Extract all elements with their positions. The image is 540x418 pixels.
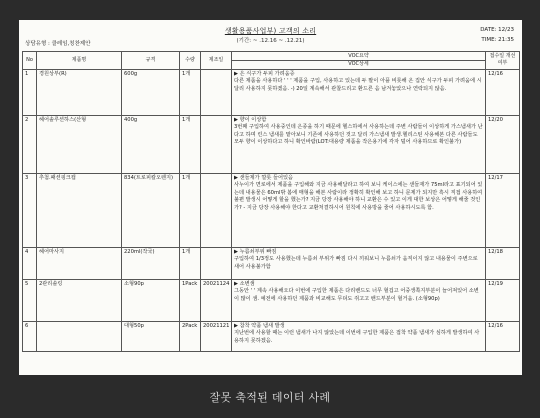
cell-received: 12/20 (486, 115, 520, 173)
document-period: (기간: ~ .12.16 ~ .12.21) (236, 38, 305, 44)
scanned-document (19, 20, 522, 375)
document-title: 생활용품사업부) 고객의 소리 (224, 27, 317, 35)
cell-received: 12/16 (486, 69, 520, 115)
cell-voc (232, 279, 486, 321)
cell-no: 5 (23, 279, 37, 321)
cell-voc (232, 247, 486, 279)
header-qty: 수량 (180, 52, 201, 70)
cell-mfg (201, 69, 232, 115)
image-caption: 잘못 축적된 데이터 사례 (209, 391, 331, 404)
print-date: DATE: 12/23 (480, 27, 514, 33)
table-row (23, 321, 520, 351)
consult-type-label: 상담유형 : 클레임,칭찬제안 (25, 41, 91, 47)
cell-qty: 1개 (180, 247, 201, 279)
cell-product: 헤어마사지 (37, 247, 122, 279)
table-row (23, 247, 520, 279)
cell-voc (232, 173, 486, 247)
cell-spec: 대형50p (122, 321, 180, 351)
voc-summary: ▶ 소변샘 (234, 280, 255, 287)
cell-no: 4 (23, 247, 37, 279)
cell-received: 12/17 (486, 173, 520, 247)
cell-spec: 600g (122, 69, 180, 115)
cell-qty: 1개 (180, 115, 201, 173)
table-row (23, 173, 520, 247)
cell-received: 12/18 (486, 247, 520, 279)
voc-summary: ▶ 참착 약품 냄새 발생 (234, 322, 285, 329)
cell-spec: 400g (122, 115, 180, 173)
table-row (23, 279, 520, 321)
table-row (23, 115, 520, 173)
cell-spec: 소형90p (122, 279, 180, 321)
header-spec: 규격 (122, 52, 180, 70)
cell-mfg (201, 247, 232, 279)
cell-spec: 220ml(작국) (122, 247, 180, 279)
cell-qty: 2Pack (180, 321, 201, 351)
voc-detail: 다른 제품을 사용하다 ' ' ' 제품을 구입, 사용하고 있는데 두 팔이 아플 비롯해 온 집안 식구가 두피 가려움에 시달리 사용하지 못하겠음. -) 20일 계속해서 관찰드리고 환드른 음 남겨놓았으나 연락되지 않음. (234, 78, 482, 92)
header-no: No (23, 52, 37, 70)
header-voc (232, 52, 486, 70)
voc-detail: 사누이가 면로에서 제품을 구입해와 지금 사용해달라고 하여 보니 케이스에는 샌들재가 75ml라고 표기되어 있는데 내용물은 60ml밖 봄에 매형을 해본 사람이라 정확히 확인해 보고 하니 문제가 되지만 흑시 직접 사용하여 불편 발생시 어떻게 할을 했는가? 지금 당장 사용해야 하니 교환은 수 있고 이게 대한 보상은 어떻게 해줄 것인가? - 지금 당장 사용해야 한다고 교환처결하시어 원칙에 사용방을 줄어 사용하시도록 함. (234, 182, 483, 211)
cell-received: 12/16 (486, 321, 520, 351)
table-row (23, 69, 520, 115)
cell-product (37, 321, 122, 351)
voc-summary: ▶ 향이 이상함 (234, 116, 267, 123)
cell-voc (232, 115, 486, 173)
cell-qty: 1개 (180, 69, 201, 115)
voc-summary: ▶ 은 식구가 두피 가려움증 (234, 70, 295, 77)
cell-product: 2관리솔링 (37, 279, 122, 321)
header-received: 접수일 개선여부 (486, 52, 520, 70)
voc-summary: ▶ 샌들제가 깔롯 들어있음 (234, 174, 294, 181)
header-product: 제품명 (37, 52, 122, 70)
cell-mfg (201, 115, 232, 173)
cell-voc (232, 321, 486, 351)
voc-summary: ▶ 누름쇠부위 빠짐 (234, 248, 277, 255)
cell-qty: 1Pack (180, 279, 201, 321)
cell-product: 추첨.패션핑크캡 (37, 173, 122, 247)
voc-detail: 3번째 구입하여 사용중인데 은종을 하기 때문에 헬스하에서 사용하는데 주변 사람들이 이상하게 가스냄새가 난다고 하며 린스 냄새를 맡아보니 기존에 사용하던 것고 달리 가스냄새 발생.헬리스틴 사용해본 다른 사람들도 모두 향이 이상하다고 하니 확인바람(LOT:대용량 제품을 작은용기에 각자 덜어 사용하므로 확인불가) (234, 124, 483, 146)
cell-product: 경원상부(R) (37, 69, 122, 115)
table-header-row (23, 52, 520, 70)
cell-no: 2 (23, 115, 37, 173)
cell-spec: 834(트로피칼오렌지) (122, 173, 180, 247)
cell-received: 12/19 (486, 279, 520, 321)
cell-no: 3 (23, 173, 37, 247)
cell-no: 1 (23, 69, 37, 115)
header-voc-title: VOC요약 (232, 53, 485, 61)
voc-detail: 그동안 ' ' 계속 사용해오다 이번에 구입한 제품은 다리밴드도 너무 헐겁고 어중생쪽지부분이 늘어져있어 소변이 많이 샘. 예전에 사용하던 제품과 비교해도 무뎌도 쥐고고 밴드부분이 헐거움. (소형90p) (234, 288, 479, 302)
cell-mfg: 20021124 (201, 279, 232, 321)
header-voc-detail: VOC상세 (348, 60, 369, 67)
voc-detail: 구입하여 1/3정도 사용했는데 누름쇠 부위가 빠짐 다시 끼워보니 누름쇠가 움직이지 않고 내용물이 주변으로 새어 사용불가함 (234, 256, 478, 270)
cell-mfg (201, 173, 232, 247)
voc-table (22, 51, 520, 352)
print-time: TIME: 21:35 (481, 37, 514, 43)
cell-voc (232, 69, 486, 115)
cell-product: 헤어솔루션하스(산형 (37, 115, 122, 173)
header-mfg: 제조일 (201, 52, 232, 70)
cell-qty: 1개 (180, 173, 201, 247)
voc-detail: 지난번에 사용할 때는 이런 냄새가 나지 않았는데 이번에 구입한 제품은 접착 약품 냄새가 심하게 발생하여 사용하지 못하겠음. (234, 330, 480, 344)
cell-mfg: 20021121 (201, 321, 232, 351)
cell-no: 6 (23, 321, 37, 351)
